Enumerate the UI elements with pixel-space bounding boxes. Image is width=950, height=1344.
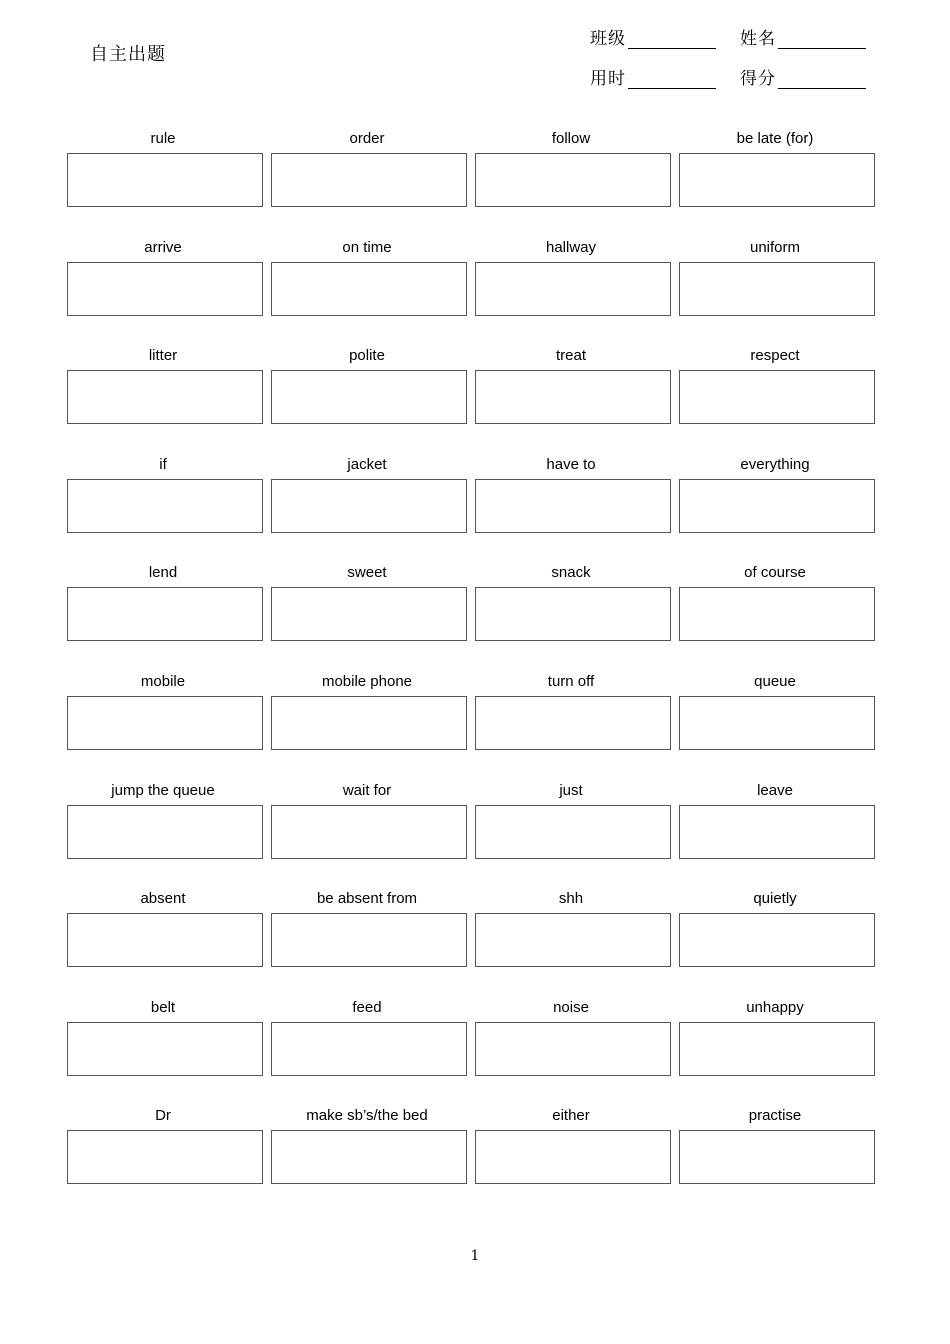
- class-blank[interactable]: [628, 30, 716, 49]
- vocab-item: [679, 672, 875, 781]
- vocab-word: snack: [551, 564, 591, 582]
- answer-box[interactable]: [67, 913, 263, 967]
- vocab-word: just: [559, 781, 583, 799]
- vocab-item: [271, 346, 467, 455]
- worksheet-title: 自主出题: [90, 44, 166, 65]
- vocab-item: [67, 455, 263, 564]
- vocab-word: polite: [349, 347, 385, 365]
- vocab-word: noise: [553, 998, 589, 1016]
- answer-box[interactable]: [271, 805, 467, 859]
- vocab-item: [679, 238, 875, 347]
- vocab-word: arrive: [144, 238, 182, 256]
- answer-box[interactable]: [475, 587, 671, 641]
- answer-box[interactable]: [67, 587, 263, 641]
- vocab-word: order: [349, 130, 385, 147]
- vocab-item: [679, 1106, 875, 1215]
- vocab-item: [475, 238, 671, 347]
- vocab-word: turn off: [547, 672, 595, 690]
- vocab-word: on time: [342, 238, 392, 256]
- class-label: 班级: [590, 29, 626, 49]
- vocab-item: [271, 889, 467, 998]
- vocab-word: treat: [555, 347, 586, 365]
- vocab-word: hallway: [545, 238, 597, 256]
- vocab-item: [271, 129, 467, 238]
- answer-box[interactable]: [67, 479, 263, 533]
- time-label: 用时: [590, 69, 626, 89]
- vocab-item: [67, 889, 263, 998]
- name-field: [740, 24, 866, 49]
- vocab-item: [67, 346, 263, 455]
- vocab-word: belt: [150, 998, 176, 1016]
- vocab-word: jacket: [347, 455, 387, 473]
- vocab-word: if: [159, 455, 167, 473]
- vocab-word: feed: [352, 998, 382, 1016]
- vocab-word: quietly: [753, 890, 797, 908]
- vocab-word: have to: [546, 455, 596, 473]
- answer-box[interactable]: [271, 1022, 467, 1076]
- vocab-item: [67, 672, 263, 781]
- vocab-word: follow: [551, 130, 591, 147]
- vocab-item: [475, 672, 671, 781]
- vocab-word: of course: [744, 564, 806, 582]
- vocab-word: unhappy: [746, 998, 804, 1016]
- vocab-item: [475, 563, 671, 672]
- vocab-item: [271, 998, 467, 1107]
- vocab-item: [475, 998, 671, 1107]
- answer-box[interactable]: [67, 1022, 263, 1076]
- vocab-item: [679, 563, 875, 672]
- answer-box[interactable]: [271, 1130, 467, 1184]
- vocab-item: [67, 1106, 263, 1215]
- page-number: 1: [470, 1248, 480, 1264]
- answer-box[interactable]: [475, 479, 671, 533]
- vocab-word: rule: [150, 130, 176, 147]
- vocab-word: be late (for): [736, 130, 814, 147]
- vocab-word: mobile phone: [321, 672, 413, 690]
- answer-box[interactable]: [67, 262, 263, 316]
- vocab-item: [679, 998, 875, 1107]
- vocab-word: wait for: [342, 781, 392, 799]
- answer-box[interactable]: [679, 1022, 875, 1076]
- vocab-item: [679, 781, 875, 890]
- vocab-item: [679, 346, 875, 455]
- vocab-word: everything: [740, 455, 810, 473]
- name-blank[interactable]: [778, 30, 866, 49]
- answer-box[interactable]: [271, 587, 467, 641]
- answer-box[interactable]: [271, 262, 467, 316]
- vocab-word: be absent from: [316, 890, 418, 908]
- vocab-word: litter: [148, 347, 178, 365]
- score-blank[interactable]: [778, 70, 866, 89]
- vocab-word: queue: [754, 672, 796, 690]
- vocab-item: [67, 998, 263, 1107]
- vocab-word: uniform: [749, 238, 801, 256]
- vocab-word: leave: [757, 781, 793, 799]
- class-field: [590, 24, 716, 49]
- vocab-item: [271, 1106, 467, 1215]
- answer-box[interactable]: [67, 1130, 263, 1184]
- answer-box[interactable]: [475, 1130, 671, 1184]
- answer-box[interactable]: [67, 153, 263, 207]
- vocab-word: Dr: [155, 1107, 171, 1125]
- vocab-item: [67, 238, 263, 347]
- time-blank[interactable]: [628, 70, 716, 89]
- vocab-word: either: [552, 1107, 590, 1125]
- answer-box[interactable]: [475, 153, 671, 207]
- score-label: 得分: [740, 69, 776, 89]
- answer-box[interactable]: [475, 913, 671, 967]
- vocab-word: mobile: [140, 672, 186, 690]
- answer-box[interactable]: [679, 805, 875, 859]
- answer-box[interactable]: [67, 370, 263, 424]
- answer-box[interactable]: [475, 1022, 671, 1076]
- vocab-item: [271, 455, 467, 564]
- vocab-item: [475, 1106, 671, 1215]
- vocab-item: [67, 129, 263, 238]
- vocab-item: [679, 129, 875, 238]
- answer-box[interactable]: [271, 153, 467, 207]
- name-label: 姓名: [740, 29, 776, 49]
- vocab-item: [679, 889, 875, 998]
- vocab-item: [271, 238, 467, 347]
- answer-box[interactable]: [271, 370, 467, 424]
- vocab-word: practise: [748, 1107, 802, 1125]
- answer-box[interactable]: [679, 587, 875, 641]
- time-field: [590, 64, 716, 89]
- vocab-item: [475, 346, 671, 455]
- answer-box[interactable]: [679, 153, 875, 207]
- vocab-item: [475, 455, 671, 564]
- answer-box[interactable]: [679, 913, 875, 967]
- vocab-item: [67, 563, 263, 672]
- answer-box[interactable]: [271, 696, 467, 750]
- vocab-word: lend: [148, 564, 178, 582]
- answer-box[interactable]: [679, 262, 875, 316]
- vocab-item: [475, 129, 671, 238]
- vocab-item: [271, 672, 467, 781]
- answer-box[interactable]: [679, 1130, 875, 1184]
- vocab-word: sweet: [347, 564, 387, 582]
- vocab-word: jump the queue: [111, 781, 215, 799]
- answer-box[interactable]: [679, 696, 875, 750]
- vocabulary-grid: [67, 129, 875, 1215]
- answer-box[interactable]: [67, 805, 263, 859]
- vocab-word: absent: [140, 890, 186, 908]
- vocab-word: make sb’s/the bed: [306, 1107, 428, 1125]
- vocab-item: [475, 781, 671, 890]
- answer-box[interactable]: [475, 262, 671, 316]
- score-field: [740, 64, 866, 89]
- answer-box[interactable]: [679, 370, 875, 424]
- answer-box[interactable]: [271, 913, 467, 967]
- vocab-item: [475, 889, 671, 998]
- answer-box[interactable]: [475, 370, 671, 424]
- vocab-item: [271, 781, 467, 890]
- answer-box[interactable]: [475, 696, 671, 750]
- vocab-item: [67, 781, 263, 890]
- vocab-word: shh: [558, 890, 584, 908]
- vocab-item: [271, 563, 467, 672]
- vocab-word: respect: [750, 347, 800, 365]
- answer-box[interactable]: [67, 696, 263, 750]
- answer-box[interactable]: [271, 479, 467, 533]
- answer-box[interactable]: [679, 479, 875, 533]
- vocab-item: [679, 455, 875, 564]
- answer-box[interactable]: [475, 805, 671, 859]
